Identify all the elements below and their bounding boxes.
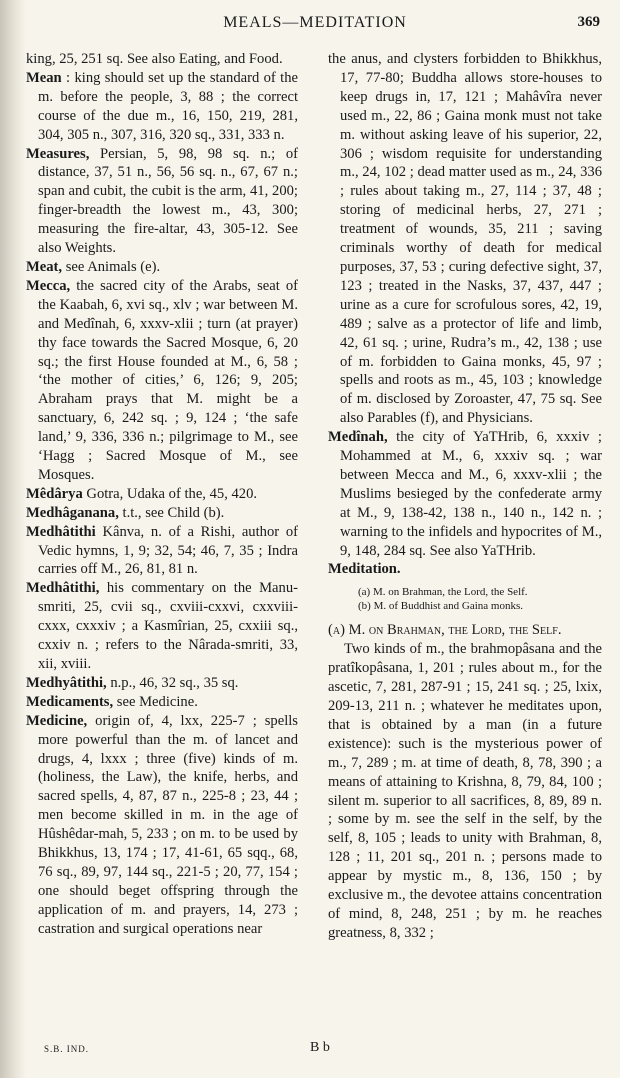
meditation-body: Two kinds of m., the brahmopâsana and the pratîkopâsana, 1, 201 ; rules about m., for the ascetic, 7, 281, 287-91 ; 15, 241 sq. ; 25, lxix, 209-13, 211 n. ; whatever he meditates upon, that is obtained by a man (in a future existence): such is the mysterious power of m., 7, 289 ; m. at time of death, 8, 78, 390 ; a means of attaining to Krishna, 8, 79, 84, 100 ; silent m. superior to all sacrifices, 8, 89, 89 n. ; some by m. see the self in the self, by the self, 8, 105 ; leads to unity with Brahman, 8, 128 ; 11, 201 sq., 201 n. ; persons made to appear by mystic m., 8, 136, 150 ; by exclusive m., the devotee attains concentration of mind, 8, 248, 251 ; by m. he reaches greatness, 8, 332 ; — [328, 641, 602, 941]
subdivision-b: (b) M. of Buddhist and Gaina monks. — [358, 600, 523, 613]
subdivision-a: (a) M. on Brahman, the Lord, the Self. — [358, 586, 528, 599]
meditation-subdivisions — [328, 585, 602, 613]
index-entry-measures: Measures, Persian, 5, 98, 98 sq. n.; of distance, 37, 51 n., 56, 56 sq. n., 67, 67 n.; span and cubit, the cubit is the arm, 41, 200; finger-breadth the lowest m., 43, 300; measuring the fire-altar, 43, 305-12. See also Weights. — [26, 145, 298, 257]
index-entry-meat: Meat, see Animals (e). — [26, 258, 161, 275]
left-column — [26, 50, 298, 939]
index-entry-mean: Mean : king should set up the standard of the m. before the people, 3, 88 ; the correct course of the due m., 16, 150, 219, 281, 304, 305 n., 307, 316, 320 sq., 331, 333 n. — [26, 69, 298, 143]
index-entry-medicine-continued: the anus, and clysters forbidden to Bhikkhus, 17, 77-80; Buddha allows store-houses to keep drugs in, 17, 121 ; Mahâvîra never used m., 22, 86 ; Gaina monk must not take m. without asking leave of his superior, 22, 306 ; wisdom requisite for understanding m., 24, 102 ; dead matter used as m., 24, 336 ; rules about taking m., 27, 114 ; 37, 48 ; storing of medicinal herbs, 27, 271 ; treatment of wounds, 35, 211 ; saving criminals worthy of death for medical purposes, 37, 53 ; curing defective sight, 37, 123 ; treated in the Nasks, 37, 437, 447 ; urine as a cure for scrofulous sores, 42, 19, 489 ; salve as a protector of life and limb, 42, 61 sq. ; urine, Rudra’s m., 42, 138 ; use of m. forbidden to Gaina monks, 45, 97 ; spells and roots as m., 45, 103 ; knowledge of m. disclosed by Zoroaster, 47, 75 sq. See also Parables (f), and Physicians. — [328, 51, 602, 427]
page-footer — [30, 1040, 600, 1060]
index-entry-medhyatithi: Medhyâtithi, n.p., 46, 32 sq., 35 sq. — [26, 674, 239, 691]
page-number: 369 — [577, 14, 600, 30]
page-gutter-shadow — [0, 0, 26, 1078]
index-entry-meditation: Meditation. — [328, 561, 401, 578]
section-heading-a: (a) M. on Brahman, the Lord, the Self. — [328, 622, 562, 639]
index-entry-continued: king, 25, 251 sq. See also Eating, and Food. — [26, 51, 283, 67]
index-entry-medhatithi-kanva: Medhâtithi Kânva, n. of a Rishi, author of Vedic hymns, 1, 9; 32, 54; 46, 7, 35 ; Indra carries off M., 26, 81, 81 n. — [26, 523, 298, 578]
index-entry-medicaments: Medicaments, see Medicine. — [26, 693, 198, 710]
index-entry-mecca: Mecca, the sacred city of the Arabs, seat of the Kaabah, 6, xvi sq., xlv ; war between M. and Medînah, 6, xxxv-xlii ; turn (at prayer) thy face towards the Sacred Mosque, 6, 20 sq.; the first House founded at M., 6, 58 ; ‘the mother of cities,’ 6, 126; 9, 205; Abraham prays that M. might be a sanctuary, 6, 242 sq. ; 9, 124 ; ‘the safe land,’ 9, 336, 336 n.; pilgrimage to M., see ‘Hagg ; Sacred Mosque of M., see Mosques. — [26, 277, 298, 483]
signature-mark: S.B. IND. — [44, 1044, 90, 1054]
index-entry-medhatithi-commentary: Medhâtithi, his commentary on the Manu-smriti, 25, cvii sq., cxviii-cxxvi, cxxviii-cxxx, cxxxiv ; a Kasmîrian, 25, cxxiii sq., cxxiv n. ; refers to the Nârada-smriti, 33, xii, xviii. — [26, 580, 298, 672]
index-entry-medinah: Medînah, the city of YaTHrib, 6, xxxiv ; Mohammed at M., 6, xxxiv sq. ; war between Mecca and M., 6, xxxv-xlii ; the Muslims besieged by the confederate army at M., 9, 138-42, 138 n., 140 n., 142 n. ; warning to the infidels and hypocrites of M., 9, 148, 284 sq. See also YaTHrib. — [328, 429, 602, 559]
index-entry-medhaganana: Medhâganana, t.t., see Child (b). — [26, 504, 225, 521]
index-entry-medarya: Mêdârya Gotra, Udaka of the, 45, 420. — [26, 485, 258, 502]
page-title: MEALS—MEDITATION — [223, 14, 407, 31]
sheet-mark: B b — [310, 1040, 330, 1055]
index-entry-medicine: Medicine, origin of, 4, lxx, 225-7 ; spells more powerful than the m. of lancet and drugs, 4, lxxx ; three (five) kinds of m. (holiness, the Law), the knife, herbs, and sacred spells, 4, 87, 87 n., 225-8 ; 23, 44 ; men become skilled in m. in the age of Hûshêdar-mah, 5, 233 ; on m. to be used by Bhikkhus, 13, 174 ; 17, 41-61, 65 sqq., 68, 76 sq., 89, 97, 144 sq., 221-5 ; 20, 77, 154 ; one should beget offspring through the application of m. and prayers, 14, 273 ; castration and surgical operations near — [26, 712, 298, 937]
right-column — [328, 50, 602, 943]
running-header — [30, 14, 600, 38]
